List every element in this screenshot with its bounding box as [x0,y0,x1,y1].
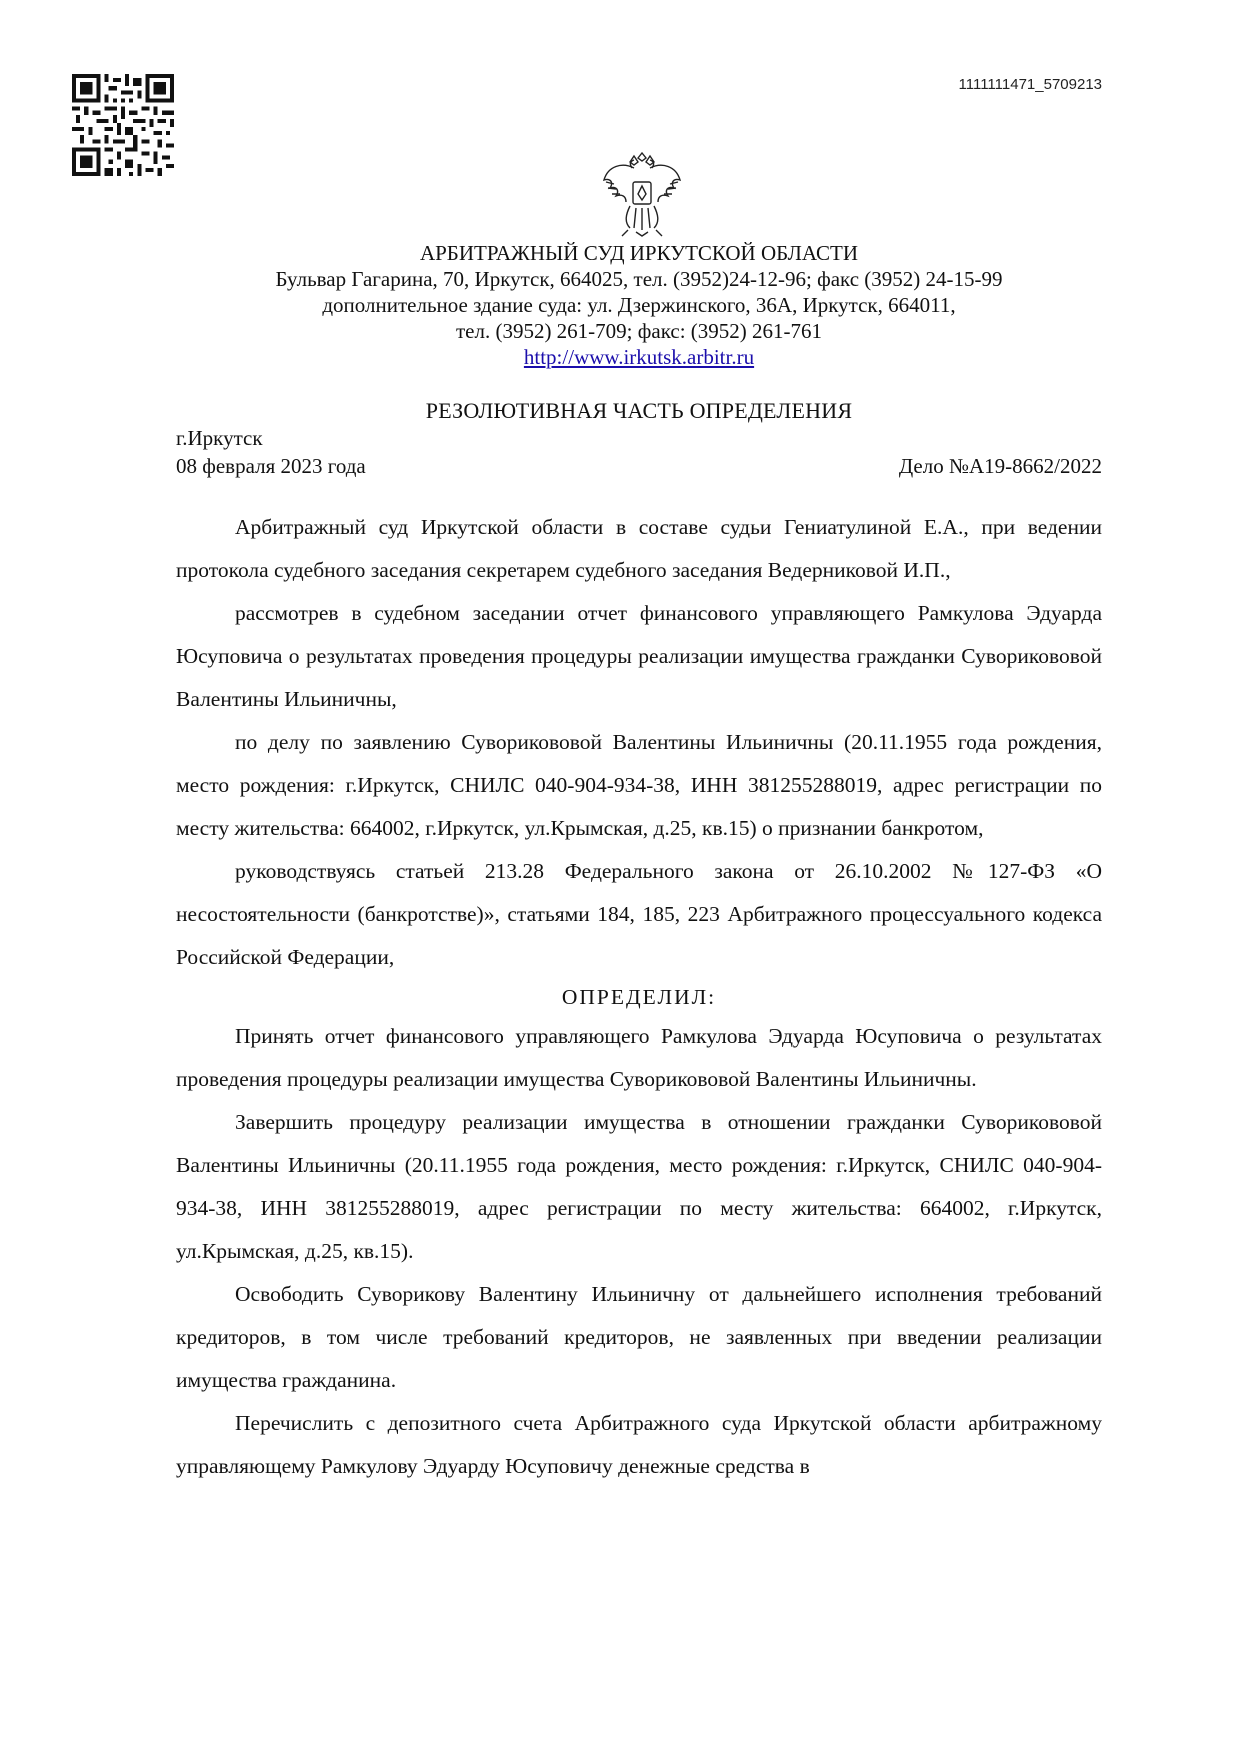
document-body [176,506,1102,1488]
court-additional-address: дополнительное здание суда: ул. Дзержинского, 36А, Иркутск, 664011, [322,293,956,317]
court-address: Бульвар Гагарина, 70, Иркутск, 664025, тел. (3952)24-12-96; факс (3952) 24-15-99 [275,267,1003,291]
coat-of-arms-icon [600,152,684,238]
document-title: РЕЗОЛЮТИВНАЯ ЧАСТЬ ОПРЕДЕЛЕНИЯ [425,398,853,423]
paragraph-court-composition: Арбитражный суд Иркутской области в составе судьи Гениатулиной Е.А., при ведении протокола судебного заседания секретарем судебного заседания Ведерниковой И.П., [176,515,1102,582]
document-date: 08 февраля 2023 года [176,454,366,478]
paragraph-case-details: по делу по заявлению Суворикововой Валентины Ильиничны (20.11.1955 года рождения, место рождения: г.Иркутск, СНИЛС 040-904-934-38, ИНН 381255288019, адрес регистрации по месту жительства: 664002, г.Иркутск, ул.Крымская, д.25, кв.15) о признании банкротом, [176,730,1102,840]
paragraph-accept-report: Принять отчет финансового управляющего Рамкулова Эдуарда Юсуповича о результатах проведения процедуры реализации имущества Суворикововой Валентины Ильиничны. [176,1024,1102,1091]
qr-code-icon [72,74,174,176]
document-city: г.Иркутск [176,426,263,450]
document-id: 1111111471_5709213 [958,76,1102,93]
paragraph-legal-basis: руководствуясь статьей 213.28 Федерального закона от 26.10.2002 №127-ФЗ «О несостоятельности (банкротстве)», статьями 184, 185, 223 Арбитражного процессуального кодекса Российской Федерации, [176,859,1102,969]
decision-heading: ОПРЕДЕЛИЛ: [561,985,717,1009]
paragraph-transfer-funds: Перечислить с депозитного счета Арбитражного суда Иркутской области арбитражному управляющему Рамкулову Эдуарду Юсуповичу денежные средства в [176,1411,1102,1478]
court-phones: тел. (3952) 261-709; факс: (3952) 261-761 [455,319,823,343]
paragraph-complete-procedure: Завершить процедуру реализации имущества в отношении гражданки Суворикововой Валентины Ильиничны (20.11.1955 года рождения, место рождения: г.Иркутск, СНИЛС 040-904-934-38, ИНН 381255288019, адрес регистрации по месту жительства: 664002, г.Иркутск, ул.Крымская, д.25, кв.15). [176,1110,1102,1263]
court-name: АРБИТРАЖНЫЙ СУД ИРКУТСКОЙ ОБЛАСТИ [419,241,859,265]
paragraph-report-review: рассмотрев в судебном заседании отчет финансового управляющего Рамкулова Эдуарда Юсуповича о результатах проведения процедуры реализации имущества гражданки Суворикововой Валентины Ильиничны, [176,601,1102,711]
paragraph-release-debtor: Освободить Суворикову Валентину Ильиничну от дальнейшего исполнения требований кредиторов, в том числе требований кредиторов, не заявленных при введении реализации имущества гражданина. [176,1282,1102,1392]
case-number: Дело №А19-8662/2022 [898,454,1102,478]
court-website-link[interactable]: http://www.irkutsk.arbitr.ru [523,345,755,369]
